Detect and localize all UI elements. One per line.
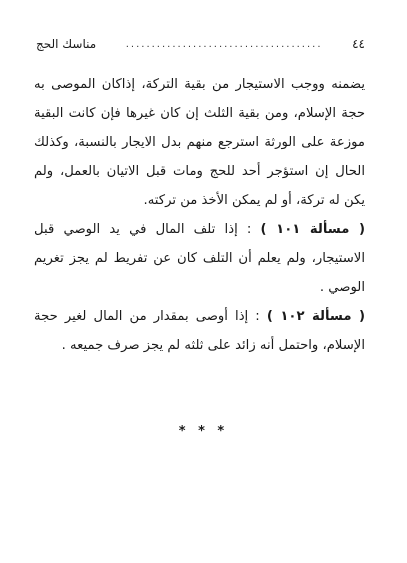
issue-101-paragraph (34, 215, 365, 302)
book-title: مناسك الحج (36, 37, 97, 51)
paragraph-continuation: يضمنه ووجب الاستيجار من بقية التركة، إذاكان الموصى به حجة الإسلام، ومن بقية الثلث إن كان غيرها فإن كانت البقية موزعة على الورثة استرجع منهم بدل الايجار بالنسبة، وكذلك الحال إن استؤجر أحد للحج ومات قبل الاتيان بالعمل، ولم يكن له تركة، أو لم يمكن الأخذ من تركته. (34, 77, 365, 208)
page-number: ٤٤ (352, 37, 365, 51)
dot-leader: ...................................... (125, 38, 323, 50)
issue-101-label: ( مسألة ١٠١ ) (260, 222, 365, 237)
issue-101-text: : إذا تلف المال في يد الوصي قبل الاستيجار، ولم يعلم أن التلف كان عن تفريط لم يجز تغريم الوصي . (34, 222, 365, 295)
issue-102-label: ( مسألة ١٠٢ ) (266, 309, 365, 324)
issue-102-text: : إذا أوصى بمقدار من المال لغير حجة الإسلام، واحتمل أنه زائد على ثلثه لم يجز صرف جميعه . (34, 309, 365, 353)
section-ornament: * * * (178, 424, 229, 439)
issue-102-paragraph (34, 302, 365, 360)
body-text (34, 70, 365, 360)
running-header (36, 34, 365, 54)
